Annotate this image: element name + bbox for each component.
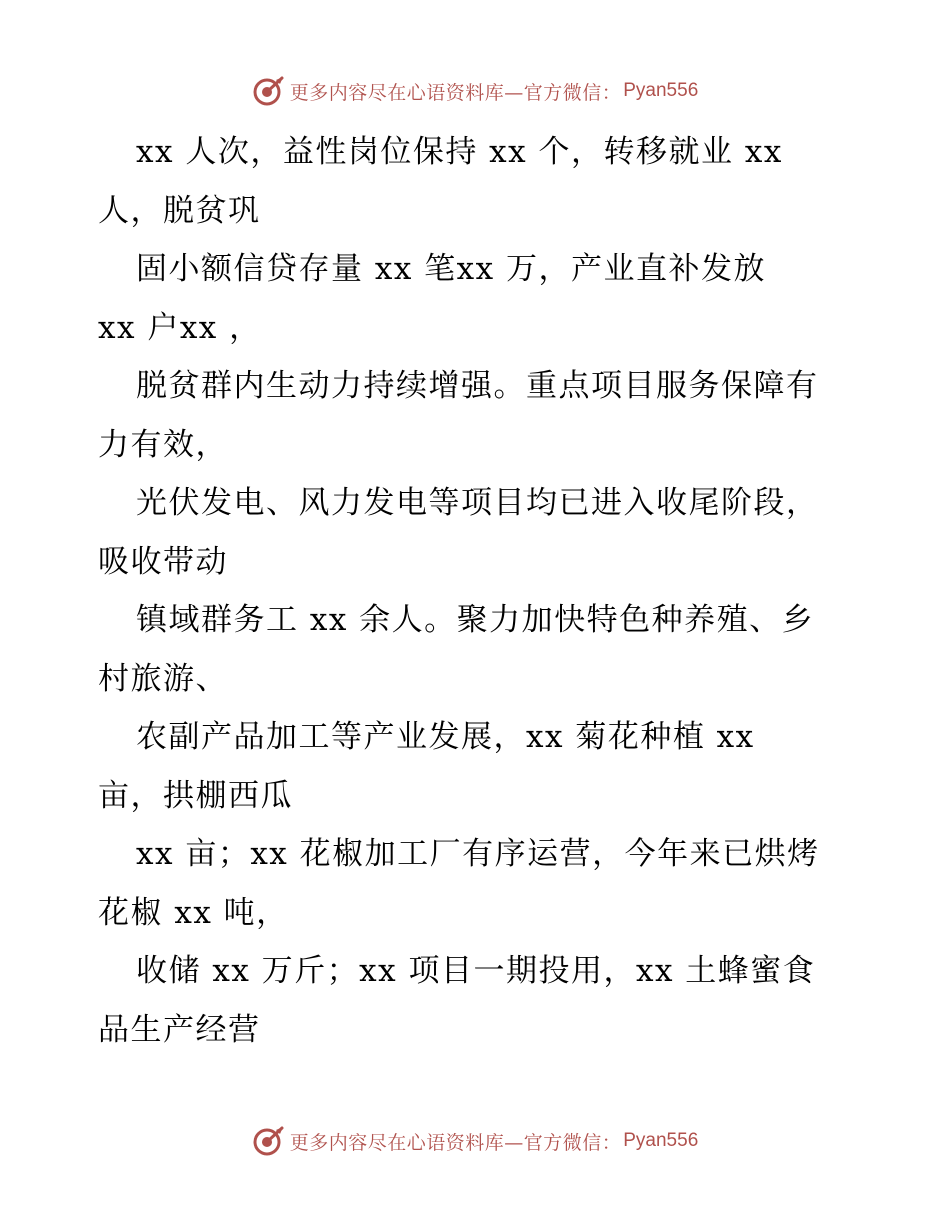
header-watermark — [0, 71, 950, 111]
text-line-16: 品生产经营 — [98, 1011, 261, 1048]
text-line-10: 村旅游、 — [98, 660, 228, 697]
watermark-wechat-id: Pyan556 — [623, 1130, 699, 1151]
text-line-3: 固小额信贷存量 xx 笔xx 万，产业直补发放 — [136, 251, 766, 287]
text-line-11: 农副产品加工等产业发展，xx 菊花种植 xx — [136, 719, 755, 755]
logo-icon — [252, 1124, 286, 1158]
text-line-6: 力有效， — [98, 426, 228, 463]
watermark-text: 更多内容尽在心语资料库—官方微信： — [289, 1131, 622, 1154]
text-line-13: xx 亩；xx 花椒加工厂有序运营，今年来已烘烤 — [136, 836, 820, 872]
text-line-15: 收储 xx 万斤；xx 项目一期投用，xx 土蜂蜜食 — [136, 953, 816, 989]
text-line-7: 光伏发电、风力发电等项目均已进入收尾阶段， — [136, 485, 819, 521]
text-line-14: 花椒 xx 吨， — [98, 894, 289, 931]
text-line-4: xx 户xx ， — [98, 309, 262, 346]
text-line-8: 吸收带动 — [98, 543, 228, 580]
text-line-2: 人，脱贫巩 — [98, 192, 261, 229]
text-line-5: 脱贫群内生动力持续增强。重点项目服务保障有 — [136, 368, 819, 404]
watermark-wechat-id: Pyan556 — [623, 80, 699, 101]
text-line-1: xx 人次，益性岗位保持 xx 个，转移就业 xx — [136, 134, 783, 170]
logo-icon — [252, 74, 286, 108]
text-line-12: 亩，拱棚西瓜 — [98, 777, 293, 814]
footer-watermark — [0, 1121, 950, 1161]
document-body — [98, 123, 858, 1059]
text-line-9: 镇域群务工 xx 余人。聚力加快特色种养殖、乡 — [136, 602, 815, 638]
watermark-text: 更多内容尽在心语资料库—官方微信： — [289, 81, 622, 104]
